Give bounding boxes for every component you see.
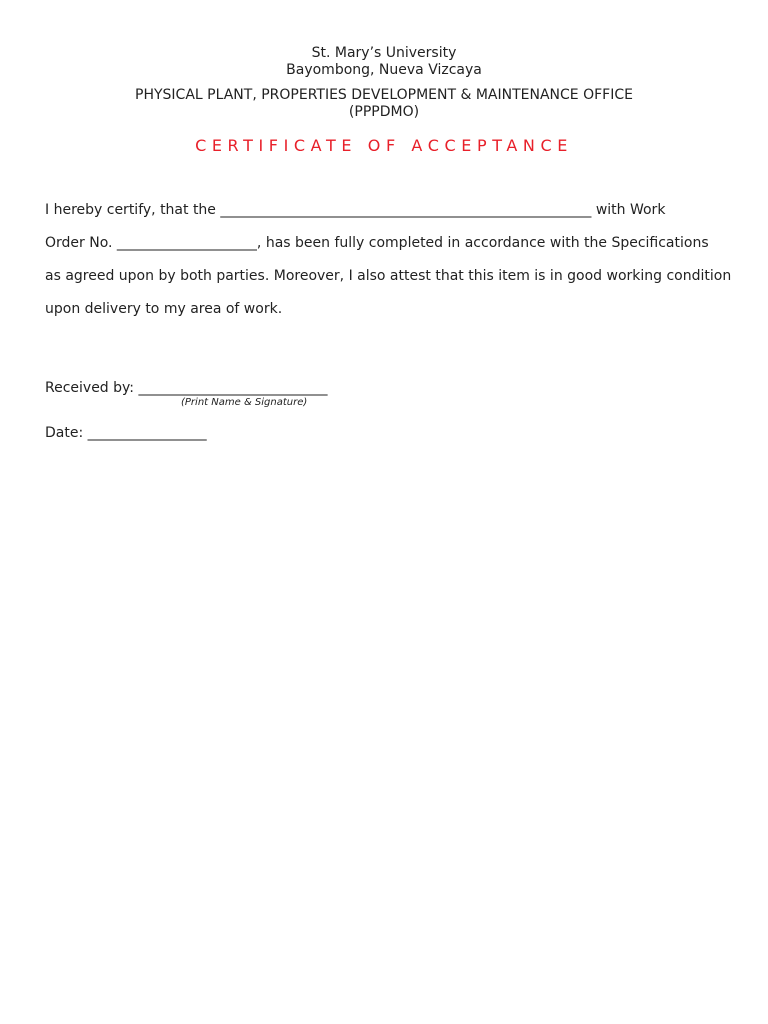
university-location: Bayombong, Nueva Vizcaya: [286, 62, 482, 78]
certificate-title: CERTIFICATE OF ACCEPTANCE: [195, 136, 573, 155]
body-line-2: Order No. ____________________, has been fully completed in accordance with the Specifications: [45, 235, 709, 251]
date-field: Date: _________________: [45, 425, 207, 441]
office-abbreviation: (PPPDMO): [348, 104, 420, 120]
body-line-3: as agreed upon by both parties. Moreover, I also attest that this item is in good working condition: [45, 268, 732, 284]
body-line-1: I hereby certify, that the _____________________________________________________ with Work: [45, 202, 666, 218]
office-name: PHYSICAL PLANT, PROPERTIES DEVELOPMENT & MAINTENANCE OFFICE: [135, 87, 633, 103]
received-by-field: Received by: ___________________________: [45, 380, 328, 396]
body-line-4: upon delivery to my area of work.: [45, 301, 283, 317]
university-name: St. Mary’s University: [311, 45, 457, 61]
signature-caption: (Print Name & Signature): [181, 397, 308, 408]
